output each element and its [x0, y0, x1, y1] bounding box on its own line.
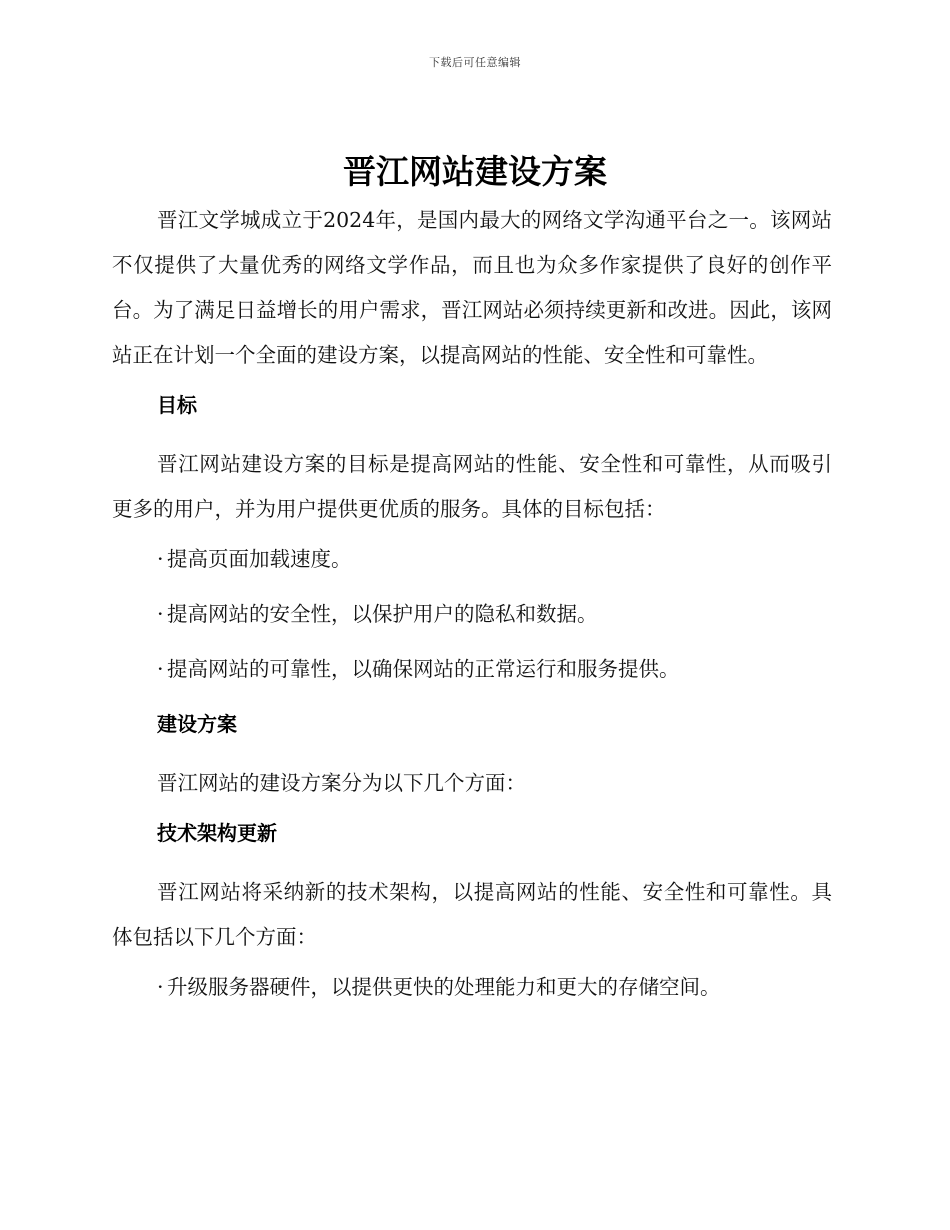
list-item [157, 542, 832, 576]
bullet-dot: · [157, 547, 164, 571]
list-item [157, 652, 832, 686]
bullet-dot: · [157, 975, 164, 999]
document-body [112, 198, 832, 1025]
goals-heading: 目标 [157, 393, 197, 417]
plan-paragraph: 晋江网站的建设方案分为以下几个方面： [157, 771, 526, 795]
plan-heading: 建设方案 [157, 712, 237, 736]
list-item-text: 提高页面加载速度。 [167, 547, 352, 571]
tech-list [112, 970, 832, 1004]
list-item [157, 970, 832, 1004]
list-item [157, 597, 832, 631]
list-item-text: 提高网站的可靠性，以确保网站的正常运行和服务提供。 [167, 657, 680, 681]
bullet-dot: · [157, 657, 164, 681]
list-item-text: 提高网站的安全性，以保护用户的隐私和数据。 [167, 602, 598, 626]
document-title: 晋江网站建设方案 [343, 152, 607, 191]
tech-heading: 技术架构更新 [157, 821, 277, 845]
header-note: 下载后可任意编辑 [429, 56, 521, 69]
goals-paragraph: 晋江网站建设方案的目标是提高网站的性能、安全性和可靠性，从而吸引更多的用户，并为用户提供更优质的服务。具体的目标包括： [112, 452, 832, 521]
intro-paragraph: 晋江文学城成立于2024年，是国内最大的网络文学沟通平台之一。该网站不仅提供了大量优秀的网络文学作品，而且也为众多作家提供了良好的创作平台。为了满足日益增长的用户需求，晋江网站必须持续更新和改进。因此，该网站正在计划一个全面的建设方案，以提高网站的性能、安全性和可靠性。 [112, 208, 832, 367]
tech-paragraph: 晋江网站将采纳新的技术架构，以提高网站的性能、安全性和可靠性。具体包括以下几个方面： [112, 880, 832, 949]
goals-list [112, 542, 832, 686]
list-item-text: 升级服务器硬件，以提供更快的处理能力和更大的存储空间。 [167, 975, 721, 999]
bullet-dot: · [157, 602, 164, 626]
